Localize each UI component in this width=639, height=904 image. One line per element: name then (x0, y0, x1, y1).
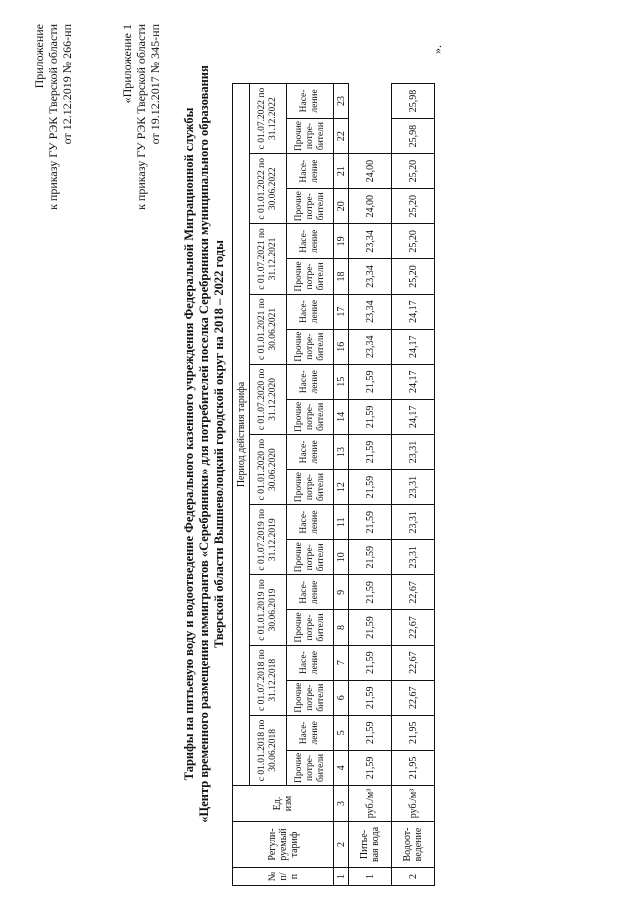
index-6: 6 (334, 680, 349, 715)
row-value: 22,67 (392, 575, 435, 610)
row-unit: руб./м³ (392, 786, 435, 822)
appendix-reference (120, 24, 162, 264)
period-4: с 01.07.2019 по 31.12.2019 (250, 505, 287, 575)
index-7: 7 (334, 645, 349, 680)
sub-other-3: Прочие потре-бители (287, 610, 334, 645)
row-value: 21,95 (392, 750, 435, 785)
row-value: 25,20 (392, 189, 435, 224)
row-value: 21,59 (349, 434, 392, 469)
row-tariff: Водоот-ведение (392, 822, 435, 868)
row-value: 23,31 (392, 540, 435, 575)
period-10: с 01.07.2022 по 31.12.2022 (250, 83, 287, 153)
index-17: 17 (334, 294, 349, 329)
period-9: с 01.01.2022 по 30.06.2022 (250, 154, 287, 224)
index-5: 5 (334, 715, 349, 750)
row-value: 22,67 (392, 680, 435, 715)
row-value: 25,20 (392, 259, 435, 294)
sub-population-10: Насе-ление (287, 83, 334, 118)
header-row-dates (250, 83, 287, 885)
index-11: 11 (334, 505, 349, 540)
row-value: 21,59 (349, 469, 392, 504)
index-13: 13 (334, 434, 349, 469)
index-23: 23 (334, 83, 349, 118)
index-1: 1 (334, 868, 349, 886)
row-value: 25,98 (392, 83, 435, 118)
index-20: 20 (334, 189, 349, 224)
closing-quote: ». (430, 45, 444, 54)
row-value: 21,95 (392, 715, 435, 750)
row-value: 23,34 (349, 294, 392, 329)
sub-population-3: Насе-ление (287, 575, 334, 610)
index-21: 21 (334, 154, 349, 189)
row-value: 21,59 (349, 750, 392, 785)
sub-population-8: Насе-ление (287, 224, 334, 259)
period-3: с 01.01.2019 по 30.06.2019 (250, 575, 287, 645)
period-8: с 01.07.2021 по 31.12.2021 (250, 224, 287, 294)
sub-other-6: Прочие потре-бители (287, 399, 334, 434)
sub-population-7: Насе-ление (287, 294, 334, 329)
row-value: 21,59 (349, 645, 392, 680)
index-2: 2 (334, 822, 349, 868)
col-tariff-header: Регули-руемый тариф (233, 822, 334, 868)
row-value: 21,59 (349, 505, 392, 540)
sub-other-4: Прочие потре-бители (287, 540, 334, 575)
row-value: 22,67 (392, 645, 435, 680)
sub-other-8: Прочие потре-бители (287, 259, 334, 294)
row-value: 23,34 (349, 329, 392, 364)
index-4: 4 (334, 750, 349, 785)
sub-other-9: Прочие потре-бители (287, 189, 334, 224)
title-line-3: Тверской области Вышневолоцкий городской округ на 2018 – 2022 годы (212, 240, 226, 648)
row-value: 21,59 (349, 364, 392, 399)
header-row-period (233, 83, 250, 885)
row-num: 2 (392, 868, 435, 886)
tariff-table (232, 83, 435, 886)
sub-population-5: Насе-ление (287, 434, 334, 469)
order-line-1: Приложение (32, 24, 46, 89)
sub-population-4: Насе-ление (287, 505, 334, 540)
header-row-consumers (287, 83, 334, 885)
row-value: 23,31 (392, 505, 435, 540)
index-10: 10 (334, 540, 349, 575)
row-value: 25,98 (392, 118, 435, 153)
row-value: 21,59 (349, 540, 392, 575)
period-6: с 01.07.2020 по 31.12.2020 (250, 364, 287, 434)
row-value: 24,17 (392, 294, 435, 329)
row-value: 24,17 (392, 364, 435, 399)
row-value: 22,67 (392, 610, 435, 645)
index-8: 8 (334, 610, 349, 645)
order-line-3: от 12.12.2019 № 266-нп (60, 24, 74, 145)
period-7: с 01.01.2021 по 30.06.2021 (250, 294, 287, 364)
index-14: 14 (334, 399, 349, 434)
sub-population-6: Насе-ление (287, 364, 334, 399)
col-num-header: № п/п (233, 868, 334, 886)
index-3: 3 (334, 786, 349, 822)
sub-other-7: Прочие потре-бители (287, 329, 334, 364)
index-9: 9 (334, 575, 349, 610)
document-title (182, 24, 227, 864)
row-value: 21,59 (349, 399, 392, 434)
index-18: 18 (334, 259, 349, 294)
table-row (349, 83, 392, 885)
row-value: 21,59 (349, 610, 392, 645)
index-12: 12 (334, 469, 349, 504)
row-value: 24,17 (392, 329, 435, 364)
title-line-2: «Центр временного размещения иммигрантов «Серебряники» для потребителей поселка Серебряники муниципального образования (197, 65, 211, 823)
table-row (392, 83, 435, 885)
sub-other-10: Прочие потре-бители (287, 118, 334, 153)
appendix-line-3: от 19.12.2017 № 345-нп (148, 24, 162, 145)
index-22: 22 (334, 118, 349, 153)
row-tariff: Питье-вая вода (349, 822, 392, 868)
col-unit-header: Ед. изм (233, 786, 334, 822)
row-value: 24,00 (349, 154, 392, 189)
appendix-line-2: к приказу ГУ РЭК Тверской области (134, 24, 148, 210)
row-value: 25,20 (392, 154, 435, 189)
sub-population-1: Насе-ление (287, 715, 334, 750)
index-15: 15 (334, 364, 349, 399)
appendix-line-1: «Приложение 1 (120, 24, 134, 104)
order-reference (32, 24, 74, 264)
row-value: 23,31 (392, 469, 435, 504)
order-line-2: к приказу ГУ РЭК Тверской области (46, 24, 60, 210)
period-2: с 01.07.2018 по 31.12.2018 (250, 645, 287, 715)
row-value: 23,34 (349, 259, 392, 294)
title-line-1: Тарифы на питьевую воду и водоотведение Федерального казенного учреждения Федеральной Миграционной службы (182, 107, 196, 781)
sub-population-9: Насе-ление (287, 154, 334, 189)
row-value: 21,59 (349, 715, 392, 750)
sub-other-5: Прочие потре-бители (287, 469, 334, 504)
period-header: Период действия тарифа (233, 83, 250, 785)
index-16: 16 (334, 329, 349, 364)
sub-population-2: Насе-ление (287, 645, 334, 680)
row-value: 23,34 (349, 224, 392, 259)
row-unit: руб./м³ (349, 786, 392, 822)
period-5: с 01.01.2020 по 30.06.2020 (250, 434, 287, 504)
period-1: с 01.01.2018 по 30.06.2018 (250, 715, 287, 785)
row-value: 23,31 (392, 434, 435, 469)
row-value: 21,59 (349, 575, 392, 610)
row-value: 25,20 (392, 224, 435, 259)
sub-other-1: Прочие потре-бители (287, 750, 334, 785)
row-num: 1 (349, 868, 392, 886)
row-value: 24,00 (349, 189, 392, 224)
index-19: 19 (334, 224, 349, 259)
index-row (334, 83, 349, 885)
row-value: 24,17 (392, 399, 435, 434)
row-value: 21,59 (349, 680, 392, 715)
sub-other-2: Прочие потре-бители (287, 680, 334, 715)
